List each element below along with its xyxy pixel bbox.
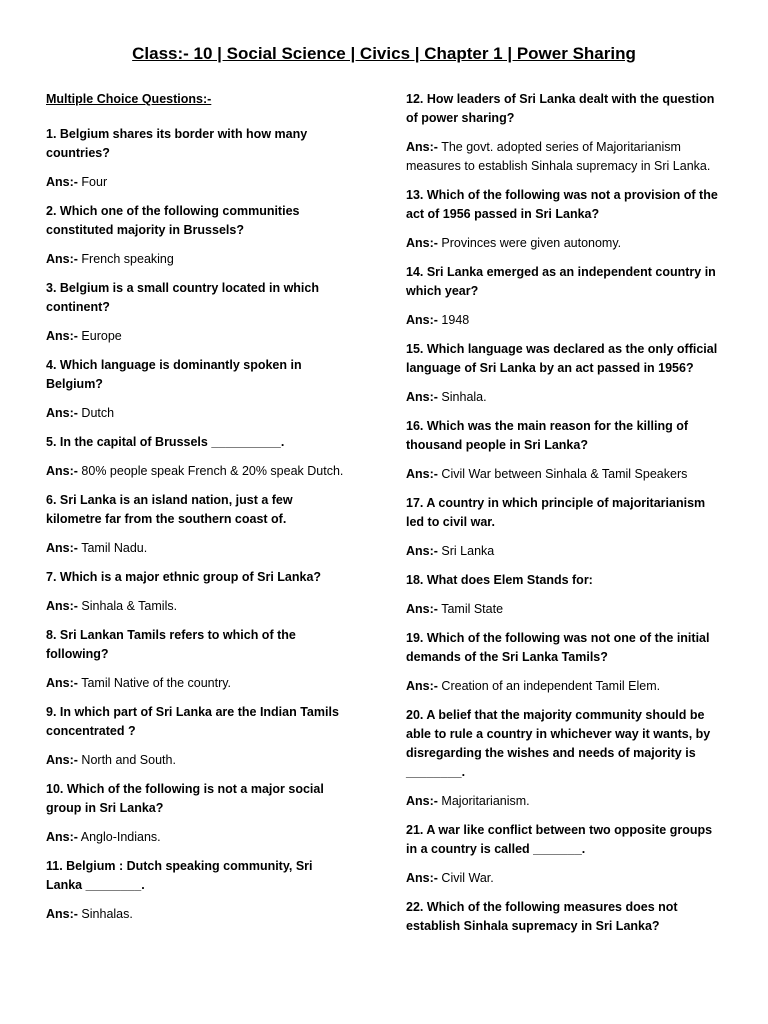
section-heading: Multiple Choice Questions:-	[46, 92, 212, 106]
question-text: 11. Belgium : Dutch speaking community, Sri Lanka ________.	[46, 859, 313, 892]
answer-prefix: Ans:-	[46, 676, 78, 690]
answer-text: Civil War between Sinhala & Tamil Speakers	[437, 467, 688, 481]
answer-prefix: Ans:-	[46, 252, 78, 266]
answer-line	[406, 465, 726, 484]
answer-text: Four	[77, 175, 108, 189]
question-text: 19. Which of the following was not one of the initial demands of the Sri Lanka Tamils?	[406, 631, 710, 664]
answer-prefix: Ans:-	[46, 464, 78, 478]
answer-text: 80% people speak French & 20% speak Dutch.	[77, 464, 344, 478]
answer-line	[406, 234, 726, 253]
answer-prefix: Ans:-	[406, 544, 438, 558]
answer-text: 1948	[437, 313, 470, 327]
answer-text: North and South.	[77, 753, 176, 767]
answer-line	[46, 597, 346, 616]
right-column	[406, 90, 726, 946]
answer-text: Dutch	[77, 406, 115, 420]
left-column	[46, 90, 346, 934]
answer-text: French speaking	[77, 252, 174, 266]
answer-line	[46, 539, 346, 558]
answer-line	[46, 751, 346, 770]
answer-text: Tamil Nadu.	[77, 541, 148, 555]
answer-line	[46, 462, 346, 481]
question-text: 20. A belief that the majority community should be able to rule a country in whichever way it wants, by disregarding the wishes and needs of majority is ________.	[406, 708, 711, 779]
question-text: 4. Which language is dominantly spoken in Belgium?	[46, 358, 302, 391]
answer-prefix: Ans:-	[46, 175, 78, 189]
answer-line	[406, 388, 726, 407]
answer-prefix: Ans:-	[406, 140, 438, 154]
question-text: 10. Which of the following is not a major social group in Sri Lanka?	[46, 782, 324, 815]
answer-text: Majoritarianism.	[437, 794, 530, 808]
answer-text: Tamil State	[437, 602, 504, 616]
answer-line	[46, 828, 346, 847]
answer-prefix: Ans:-	[46, 599, 78, 613]
answer-prefix: Ans:-	[406, 794, 438, 808]
answer-line	[46, 173, 346, 192]
answer-line	[406, 138, 726, 176]
answer-prefix: Ans:-	[406, 390, 438, 404]
question-text: 6. Sri Lanka is an island nation, just a few kilometre far from the southern coast of.	[46, 493, 293, 526]
answer-line	[406, 542, 726, 561]
answer-line	[46, 250, 346, 269]
answer-prefix: Ans:-	[406, 679, 438, 693]
answer-prefix: Ans:-	[46, 541, 78, 555]
answer-prefix: Ans:-	[406, 871, 438, 885]
answer-prefix: Ans:-	[46, 830, 78, 844]
question-text: 22. Which of the following measures does not establish Sinhala supremacy in Sri Lanka?	[406, 900, 678, 933]
question-text: 14. Sri Lanka emerged as an independent country in which year?	[406, 265, 716, 298]
answer-line	[46, 905, 346, 924]
answer-line	[406, 311, 726, 330]
answer-line	[406, 869, 726, 888]
answer-text: Sinhala.	[437, 390, 487, 404]
question-text: 16. Which was the main reason for the killing of thousand people in Sri Lanka?	[406, 419, 688, 452]
question-text: 13. Which of the following was not a provision of the act of 1956 passed in Sri Lanka?	[406, 188, 718, 221]
answer-prefix: Ans:-	[406, 236, 438, 250]
answer-line	[406, 792, 726, 811]
answer-line	[46, 674, 346, 693]
question-text: 3. Belgium is a small country located in which continent?	[46, 281, 319, 314]
question-text: 8. Sri Lankan Tamils refers to which of the following?	[46, 628, 296, 661]
answer-text: Anglo-Indians.	[77, 830, 161, 844]
question-text: 7. Which is a major ethnic group of Sri Lanka?	[46, 570, 322, 584]
question-text: 9. In which part of Sri Lanka are the Indian Tamils concentrated ?	[46, 705, 339, 738]
answer-text: Provinces were given autonomy.	[437, 236, 622, 250]
question-text: 15. Which language was declared as the only official language of Sri Lanka by an act passed in 1956?	[406, 342, 718, 375]
question-text: 12. How leaders of Sri Lanka dealt with the question of power sharing?	[406, 92, 715, 125]
answer-text: Sinhala & Tamils.	[77, 599, 178, 613]
answer-line	[406, 677, 726, 696]
answer-prefix: Ans:-	[46, 329, 78, 343]
question-text: 21. A war like conflict between two opposite groups in a country is called _______.	[406, 823, 713, 856]
answer-line	[406, 600, 726, 619]
answer-text: Sri Lanka	[437, 544, 495, 558]
answer-text: Civil War.	[437, 871, 494, 885]
answer-line	[46, 404, 346, 423]
answer-text: Sinhalas.	[77, 907, 133, 921]
question-text: 17. A country in which principle of majoritarianism led to civil war.	[406, 496, 706, 529]
question-text: 18. What does Elem Stands for:	[406, 573, 593, 587]
answer-text: The govt. adopted series of Majoritarianism measures to establish Sinhala supremacy in Sri Lanka.	[406, 140, 711, 173]
answer-prefix: Ans:-	[406, 313, 438, 327]
page-title: Class:- 10 | Social Science | Civics | Chapter 1 | Power Sharing	[132, 44, 636, 63]
answer-text: Creation of an independent Tamil Elem.	[437, 679, 661, 693]
answer-prefix: Ans:-	[406, 602, 438, 616]
answer-prefix: Ans:-	[406, 467, 438, 481]
question-text: 1. Belgium shares its border with how many countries?	[46, 127, 308, 160]
answer-text: Tamil Native of the country.	[77, 676, 232, 690]
question-text: 5. In the capital of Brussels __________.	[46, 435, 285, 449]
answer-text: Europe	[77, 329, 122, 343]
question-text: 2. Which one of the following communities constituted majority in Brussels?	[46, 204, 300, 237]
answer-line	[46, 327, 346, 346]
answer-prefix: Ans:-	[46, 907, 78, 921]
answer-prefix: Ans:-	[46, 406, 78, 420]
answer-prefix: Ans:-	[46, 753, 78, 767]
